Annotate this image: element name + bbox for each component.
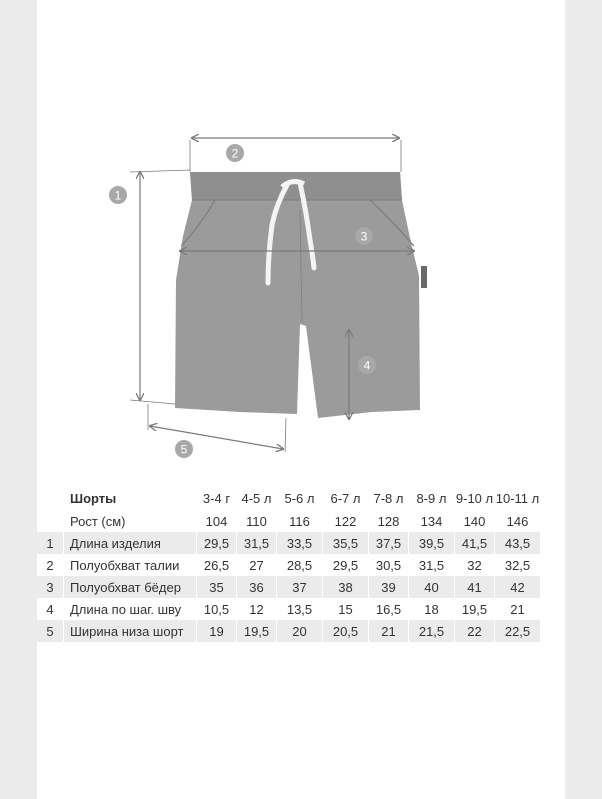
cell: 39 [369,576,409,598]
cell: 15 [323,598,369,620]
row-num: 4 [37,598,64,620]
row-num: 2 [37,554,64,576]
header-num-cell [37,486,64,510]
cell: 29,5 [197,532,237,554]
cell: 19 [197,620,237,642]
cell: 31,5 [409,554,455,576]
cell: 22,5 [495,620,541,642]
row-num: 3 [37,576,64,598]
cell: 29,5 [323,554,369,576]
cell: 31,5 [237,532,277,554]
cell: 36 [237,576,277,598]
row-label: Полуобхват бёдер [64,576,197,598]
row-num: 5 [37,620,64,642]
cell: 13,5 [277,598,323,620]
cell: 16,5 [369,598,409,620]
table-row [37,576,540,598]
cell: 30,5 [369,554,409,576]
cell: 42 [495,576,541,598]
cell: 20,5 [323,620,369,642]
size-header: 3-4 г [197,486,237,510]
table-title: Шорты [64,486,197,510]
table-header-row [37,486,540,510]
table-row [37,532,540,554]
size-header: 6-7 л [323,486,369,510]
marker-4 [358,356,376,374]
cell: 134 [409,510,455,532]
cell: 35,5 [323,532,369,554]
cell: 21 [369,620,409,642]
cell: 128 [369,510,409,532]
table-row [37,554,540,576]
cell: 32,5 [504,557,531,573]
cell: 21 [510,601,525,617]
marker-5 [175,440,193,458]
svg-text:5: 5 [180,442,188,457]
cell: 40 [409,576,455,598]
size-header: 9-10 л [455,486,495,510]
table-row [37,620,540,642]
marker-1 [109,186,127,204]
row-num: 1 [37,532,64,554]
cell: 122 [323,510,369,532]
svg-text:1: 1 [114,188,122,203]
shorts-garment [175,172,427,418]
table-row-height [37,510,540,532]
cell: 39,5 [409,532,455,554]
cell: 18 [409,598,455,620]
cell: 41,5 [455,532,495,554]
svg-text:2: 2 [231,146,239,161]
cell: 146 [506,513,529,529]
cell: 41 [455,576,495,598]
svg-text:4: 4 [363,358,371,373]
row-label: Полуобхват талии [64,554,197,576]
cell: 32 [455,554,495,576]
cell: 20 [277,620,323,642]
size-header: 4-5 л [237,486,277,510]
marker-3 [355,227,373,245]
cell: 12 [237,598,277,620]
cell: 27 [237,554,277,576]
cell: 140 [455,510,495,532]
cell: 38 [323,576,369,598]
cell: 104 [197,510,237,532]
size-header: 7-8 л [369,486,409,510]
size-header: 8-9 л [409,486,455,510]
cell: 35 [197,576,237,598]
size-header: 10-11 л [495,490,540,506]
svg-text:3: 3 [360,229,368,244]
size-chart-table [37,486,540,642]
row-num-cell [37,510,64,532]
cell: 33,5 [277,532,323,554]
table-row [37,598,540,620]
cell: 28,5 [277,554,323,576]
cell: 37,5 [369,532,409,554]
cell: 43,5 [495,532,541,554]
row-label: Длина изделия [64,532,197,554]
cell: 37 [277,576,323,598]
marker-2 [226,144,244,162]
cell: 110 [237,510,277,532]
row-label: Длина по шаг. шву [64,598,197,620]
cell: 19,5 [455,598,495,620]
row-label: Ширина низа шорт [64,620,197,642]
cell: 116 [277,510,323,532]
cell: 22 [455,620,495,642]
cell: 21,5 [409,620,455,642]
row-label: Рост (см) [64,510,197,532]
cell: 19,5 [237,620,277,642]
cell: 10,5 [197,598,237,620]
cell: 26,5 [197,554,237,576]
size-header: 5-6 л [277,486,323,510]
